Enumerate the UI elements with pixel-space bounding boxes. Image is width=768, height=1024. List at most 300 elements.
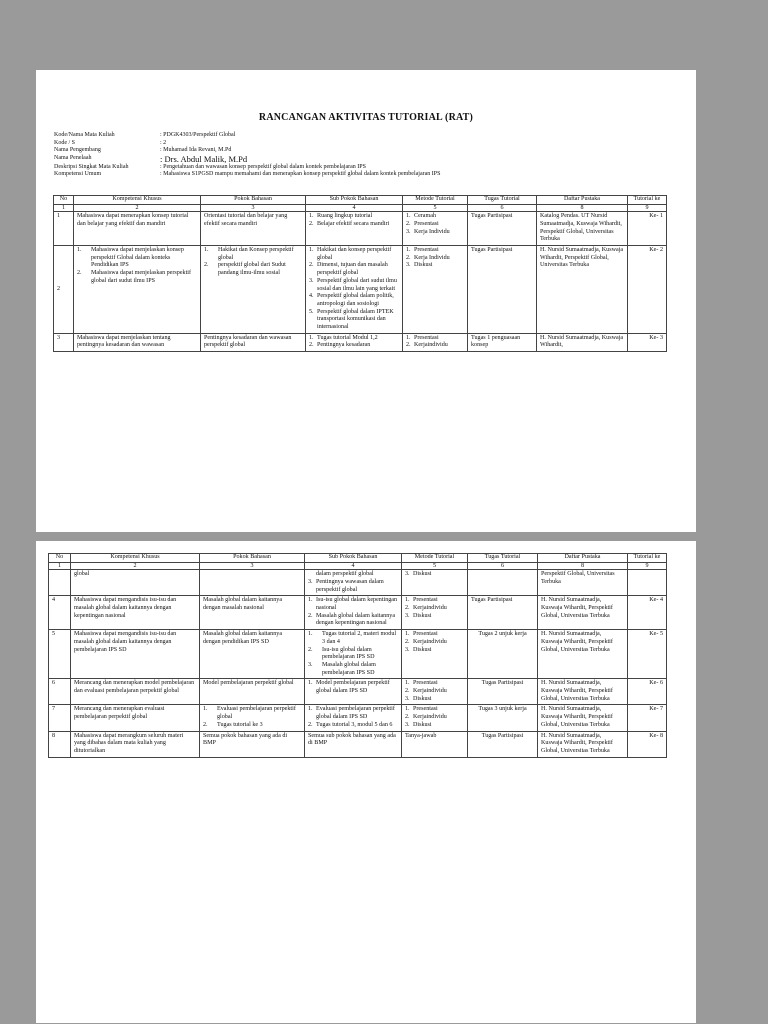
item-number: 1. <box>405 680 410 687</box>
item-number: 3. <box>405 695 410 702</box>
item-text: Mahasiswa dapat menjelaskan konsep perspektif Global dalam konteks Pendidikan IPS <box>91 247 184 269</box>
header-cell: Tugas Tutorial <box>468 196 537 205</box>
item-number: 3. <box>405 612 410 619</box>
item-number: 1. <box>308 631 313 638</box>
header-cell: Sub Pokok Bahasan <box>306 196 403 205</box>
cell-kompetensi: Mahasiswa dapat menjelaskan tentang pentingnya kesadaran dan wawasan <box>74 333 201 351</box>
table-row <box>54 333 667 351</box>
table-row-continued <box>49 570 667 596</box>
cell-ke: Ke- 2 <box>628 246 667 334</box>
item-text: Masalah global dalam pembelajaran IPS SD <box>322 661 376 676</box>
cell-metode <box>402 679 468 705</box>
item-number: 2. <box>77 270 82 277</box>
meta-value: : PDGK4303/Perspektif Global <box>160 132 236 138</box>
column-number: 4 <box>305 562 402 570</box>
meta-value: : Drs. Abdul Malik, M.Pd <box>160 153 248 164</box>
cell-pokok: Masalah global dalam kaitannya dengan pendidikan IPS SD <box>200 630 305 679</box>
list-item <box>308 613 398 628</box>
item-number: 1. <box>405 706 410 713</box>
table-row <box>49 630 667 679</box>
list-item <box>405 688 464 696</box>
list-item <box>405 647 464 655</box>
item-text: Pentingnya wawasan dalam perspektif global <box>316 578 384 593</box>
item-number: 2. <box>308 612 313 619</box>
meta-row <box>54 171 440 179</box>
header-cell: Kompetensi Khusus <box>71 554 200 563</box>
item-text: Presentasi <box>414 247 439 254</box>
cell-ke: Ke- 6 <box>628 679 667 705</box>
header-cell: Tutorial ke <box>628 196 667 205</box>
document-title: RANCANGAN AKTIVITAS TUTORIAL (RAT) <box>258 112 474 123</box>
item-text: Tugas tutorial Modul 1,2 <box>317 334 378 341</box>
cell-sub <box>305 596 402 630</box>
meta-label: Deskripsi Singkat Mata Kuliah <box>54 163 129 170</box>
item-text: Ceramah <box>414 213 436 220</box>
list-item <box>309 293 399 308</box>
meta-value: : Pengetahuan dan wawasan konsep perspektif global dalam kontek pembelajaran IPS <box>160 163 366 170</box>
cell-list <box>204 247 302 278</box>
column-number: 4 <box>306 204 403 212</box>
cell-pokok <box>201 246 306 334</box>
item-number: 2. <box>405 638 410 645</box>
list-item <box>405 706 464 714</box>
cell-pokok: Semua pokok bahasan yang ada di BMP <box>200 731 305 757</box>
item-text: Presentasi <box>414 220 439 227</box>
cell-sub <box>305 679 402 705</box>
item-text: Dimensi, tujuan dan masalah perspektif global <box>317 262 388 277</box>
column-number: 6 <box>468 562 538 570</box>
cell-list <box>405 680 464 703</box>
list-item <box>308 662 398 677</box>
cell-list <box>309 335 399 350</box>
item-text: Perspektif global dari sudut ilmu sosial dan ilmu lain yang terkait <box>317 277 397 292</box>
cell-kompetensi: Merancang dan menerapkan evaluasi pembelajaran perpektif global <box>71 705 200 731</box>
list-item <box>308 706 398 721</box>
cell-kompetensi: Mahasiswa dapat menerapkan konsep tutorial dan belajar yang efektif dan mandiri <box>74 212 201 246</box>
meta-value: : 2 <box>160 139 167 146</box>
cell-tugas: Tugas Partisipasi <box>468 679 538 705</box>
list-item <box>77 247 197 270</box>
table-row <box>54 212 667 246</box>
cell-tugas: Tugas 1 penguasaan konsep <box>468 333 537 351</box>
course-info <box>54 132 440 179</box>
item-text: Perspektif global dalam IPTEK transportasi komunikasi dan internasional <box>317 308 394 331</box>
rat-table <box>48 553 667 758</box>
header-cell: Daftar Pustaka <box>537 196 628 205</box>
column-number: 1 <box>49 562 71 570</box>
list-item <box>406 229 464 237</box>
item-text: Hakikat dan konsep perspektif global <box>317 247 392 261</box>
item-text: Diskusi <box>414 262 433 269</box>
cell-no: 6 <box>49 679 71 705</box>
list-item <box>308 647 398 662</box>
cell-pokok: Model pembelajaran perpektif global <box>200 679 305 705</box>
cell-sub <box>305 705 402 731</box>
item-number: 2. <box>406 254 411 261</box>
item-number: 1. <box>405 631 410 638</box>
metode-list <box>405 571 464 579</box>
column-number: 5 <box>403 204 468 212</box>
item-number <box>308 571 316 579</box>
cell-no: 8 <box>49 731 71 757</box>
list-item <box>406 255 464 263</box>
sub-list <box>308 571 398 594</box>
cell-list <box>77 247 197 286</box>
item-number: 1. <box>203 706 208 713</box>
list-item <box>406 262 464 270</box>
meta-label: Kode/Nama Mata Kuliah <box>54 132 115 138</box>
list-item <box>308 579 398 594</box>
table-row <box>49 596 667 630</box>
item-text: Tugas tutorial 2, materi modul 3 dan 4 <box>322 631 397 645</box>
meta-row <box>54 140 440 148</box>
list-item <box>309 213 399 221</box>
document-page-1 <box>36 70 696 532</box>
cell-tugas: Tugas 3 unjuk kerja <box>468 705 538 731</box>
item-number: 3. <box>309 277 314 284</box>
item-text: Presentasi <box>413 680 438 687</box>
item-text: Ruang lingkup tutorial <box>317 213 373 220</box>
column-number: 3 <box>200 562 305 570</box>
cell-list <box>309 247 399 332</box>
list-item <box>308 680 398 695</box>
rat-table <box>53 195 667 352</box>
cell-metode <box>402 570 468 596</box>
item-text: Kerjaindividu <box>413 605 447 612</box>
column-number: 8 <box>537 204 628 212</box>
item-number: 3. <box>406 228 411 235</box>
list-item <box>405 714 464 722</box>
table-body <box>49 596 667 757</box>
cell-kompetensi: global <box>71 570 200 596</box>
header-cell: Sub Pokok Bahasan <box>305 554 402 563</box>
list-item <box>405 722 464 730</box>
item-number: 1. <box>308 597 313 604</box>
cell-tugas: Tugas Partisipasi <box>468 596 538 630</box>
header-cell: Pokok Bahasan <box>200 554 305 563</box>
item-text: Isu-isu global dalam pembelajaran IPS SD <box>322 646 375 661</box>
header-cell: Metode Tutorial <box>403 196 468 205</box>
cell-pustaka: H. Nursid Sumaatmadja, Kuswaja Wihardit, <box>537 333 628 351</box>
item-text: Tugas tutorial 3, modul 5 dan 6 <box>316 721 393 728</box>
list-item <box>405 639 464 647</box>
item-text: Presentasi <box>413 706 438 713</box>
item-number: 3. <box>308 661 313 668</box>
cell-metode <box>403 212 468 246</box>
meta-label: Kompetensi Umum <box>54 171 102 177</box>
item-text: Diskusi <box>413 695 432 702</box>
cell-list <box>309 213 399 228</box>
cell-sub: Semua sub pokok bahasan yang ada di BMP <box>305 731 402 757</box>
table-header-row <box>49 554 667 563</box>
meta-value: : Muhamad Ida Revani, M.Pd <box>160 147 232 153</box>
item-text: Kerja Individu <box>414 254 450 261</box>
column-number: 1 <box>54 204 74 212</box>
cell-kompetensi: Mahasiswa dapat mengandisis isu-isu dan masalah global dalam kaitannya dengan pembelajaran IPS SD <box>71 630 200 679</box>
meta-row <box>54 147 440 155</box>
list-item <box>405 680 464 688</box>
cell-list <box>308 631 398 677</box>
item-text: Hakikat dan Konsep perspektif global <box>218 247 294 261</box>
cell-ke: Ke- 5 <box>628 630 667 679</box>
list-item <box>203 706 301 721</box>
list-item <box>308 722 398 730</box>
list-item <box>308 631 398 646</box>
column-number: 9 <box>628 204 667 212</box>
table-number-row <box>49 562 667 570</box>
table-row <box>49 705 667 731</box>
list-item <box>309 247 399 262</box>
cell-metode <box>402 630 468 679</box>
cell-pokok <box>200 705 305 731</box>
cell-sub <box>306 246 403 334</box>
cell-metode <box>402 705 468 731</box>
item-number: 1. <box>309 334 314 341</box>
list-item <box>406 342 464 350</box>
document-page-2 <box>36 541 696 1023</box>
list-item <box>309 309 399 332</box>
item-number: 3. <box>405 646 410 653</box>
item-number: 1. <box>309 213 314 220</box>
cell-list <box>203 706 301 729</box>
column-number: 5 <box>402 562 468 570</box>
cell-no: 3 <box>54 333 74 351</box>
item-number: 2. <box>405 688 410 695</box>
column-number: 2 <box>71 562 200 570</box>
cell-metode <box>403 246 468 334</box>
meta-value: : Mahasiswa S1PGSD mampu memahami dan menerapkan konsep perspektif global dalam kontek pembelajaran IPS <box>160 171 441 177</box>
cell-pustaka: Katalog Pendas. UT Nursid Sumaatmadja, Kuswaja Wihardit, Perspektif Global, Universitas Terbuka <box>537 212 628 246</box>
item-number: 2. <box>308 646 313 653</box>
list-item <box>204 247 302 262</box>
cell-pustaka: Perspektif Global, Universitas Terbuka <box>538 570 628 596</box>
meta-row <box>54 132 440 140</box>
list-item <box>309 278 399 293</box>
item-text: Tugas tutorial ke 3 <box>217 721 263 728</box>
list-item <box>405 613 464 621</box>
item-text: Evaluasi pembelajaran perpektif global <box>217 706 296 721</box>
column-number: 3 <box>201 204 306 212</box>
item-text: Diskusi <box>413 646 432 653</box>
cell-sub <box>305 570 402 596</box>
cell-ke: Ke- 7 <box>628 705 667 731</box>
item-text: Kerjaindividu <box>414 342 448 349</box>
table-row <box>49 731 667 757</box>
item-text: Perspektif global dalam politik, antropologi dan sosiologi <box>317 293 394 307</box>
header-cell: Pokok Bahasan <box>201 196 306 205</box>
item-number: 1. <box>77 247 82 254</box>
header-cell: Daftar Pustaka <box>538 554 628 563</box>
cell-kompetensi <box>74 246 201 334</box>
item-text: Kerja Individu <box>414 228 450 235</box>
table-body <box>54 212 667 352</box>
cell-sub <box>306 333 403 351</box>
item-number: 2. <box>309 220 314 227</box>
cell-list <box>405 631 464 654</box>
table-row <box>54 246 667 334</box>
cell-ke <box>628 570 667 596</box>
item-text: Evaluasi pembelajaran perpektif global dalam IPS SD <box>316 706 395 721</box>
cell-list <box>308 597 398 628</box>
cell-ke: Ke- 4 <box>628 596 667 630</box>
list-item <box>309 262 399 277</box>
item-text: Presentasi <box>414 334 439 341</box>
item-number: 1. <box>309 247 314 254</box>
item-text: Diskusi <box>413 612 432 619</box>
cell-kompetensi: Mahasiswa dapat mengandisis isu-isu dan masalah global dalam kaitannya dengan kepentingan nasional <box>71 596 200 630</box>
header-cell: Tutorial ke <box>628 554 667 563</box>
header-cell: No <box>54 196 74 205</box>
cell-ke: Ke- 1 <box>628 212 667 246</box>
item-number: 2. <box>203 721 208 728</box>
item-text: Mahasiswa dapat menjelaskan perspektif global dari sudut ilmu IPS <box>91 270 192 284</box>
item-text: Presentasi <box>413 631 438 638</box>
cell-metode <box>403 333 468 351</box>
cell-list <box>405 597 464 620</box>
column-number: 9 <box>628 562 667 570</box>
cell-pustaka: H. Nursid Sumaatmadja, Kuswaja Wihardit, Perspektif Global, Universitas Terbuka <box>538 731 628 757</box>
cell-sub <box>306 212 403 246</box>
list-item <box>203 722 301 730</box>
list-item <box>406 213 464 221</box>
list-item <box>405 597 464 605</box>
list-item <box>405 605 464 613</box>
list-item <box>309 342 399 350</box>
cell-metode <box>402 596 468 630</box>
list-item <box>406 335 464 343</box>
cell-list <box>406 213 464 236</box>
item-number: 1. <box>406 213 411 220</box>
meta-row <box>54 164 440 172</box>
meta-row <box>54 155 440 164</box>
table-row <box>49 679 667 705</box>
item-number: 4. <box>309 293 314 300</box>
table-header-row <box>54 196 667 205</box>
item-text: dalam perspektif global <box>316 571 374 578</box>
list-item <box>308 571 398 579</box>
item-text: Masalah global dalam kaitannya dengan kepentingan nasional <box>316 612 396 627</box>
cell-tugas <box>468 570 538 596</box>
item-number: 3. <box>405 721 410 728</box>
item-number: 2. <box>405 714 410 721</box>
cell-tugas: Tugas 2 unjuk kerja <box>468 630 538 679</box>
item-number: 1. <box>308 706 313 713</box>
item-text: Kerjaindividu <box>413 638 447 645</box>
item-number: 5. <box>309 308 314 315</box>
list-item <box>308 597 398 612</box>
item-text: Presentasi <box>413 597 438 604</box>
item-text: Diskusi <box>413 721 432 728</box>
item-text: Diskusi <box>413 571 432 578</box>
cell-metode: Tanya-jawab <box>402 731 468 757</box>
item-text: Belajar efektif secara mandiri <box>317 220 390 227</box>
cell-tugas: Tugas Partisipasi <box>468 246 537 334</box>
list-item <box>309 221 399 229</box>
cell-pustaka: H. Nursid Sumaatmadja, Kuswaja Wihardit, Perspektif Global, Universitas Terbuka <box>538 679 628 705</box>
list-item <box>405 696 464 704</box>
item-number: 2. <box>309 262 314 269</box>
cell-list <box>406 247 464 270</box>
item-number: 1. <box>308 680 313 687</box>
meta-label: Nama Pengembang <box>54 147 101 153</box>
item-number: 3. <box>406 262 411 269</box>
column-number: 6 <box>468 204 537 212</box>
cell-ke: Ke- 3 <box>628 333 667 351</box>
cell-tugas: Tugas Partisipasi <box>468 212 537 246</box>
item-number: 3. <box>308 578 313 585</box>
cell-pokok: Masalah global dalam kaitannya dengan masalah nasional <box>200 596 305 630</box>
cell-pokok <box>200 570 305 596</box>
column-number: 2 <box>74 204 201 212</box>
item-text: Kerjaindividu <box>413 688 447 695</box>
list-item <box>406 247 464 255</box>
cell-no <box>49 570 71 596</box>
item-text: perspektif global dari Sudut pandang ilmu-ilmu sosial <box>218 262 286 277</box>
item-number: 2. <box>309 342 314 349</box>
cell-list <box>405 706 464 729</box>
item-number: 2. <box>406 220 411 227</box>
item-number: 2. <box>405 605 410 612</box>
cell-ke: Ke- 8 <box>628 731 667 757</box>
cell-no: 7 <box>49 705 71 731</box>
cell-no: 5 <box>49 630 71 679</box>
list-item <box>204 262 302 277</box>
item-number: 3. <box>405 571 410 578</box>
cell-no: 1 <box>54 212 74 246</box>
cell-list <box>308 706 398 729</box>
item-number: 1. <box>406 247 411 254</box>
cell-kompetensi: Mahasiswa dapat merangkum seluruh materi yang dibahas dalam mata kuliah yang ditutorialkan <box>71 731 200 757</box>
cell-pustaka: H. Nursid Sumaatmadja, Kuswaja Wihardit, Perspektif Global, Universitas Terbuka <box>537 246 628 334</box>
cell-sub <box>305 630 402 679</box>
cell-pokok: Pentingnya kesadaran dan wawasan perspektif global <box>201 333 306 351</box>
item-text: Kerjaindividu <box>413 714 447 721</box>
header-cell: Kompetensi Khusus <box>74 196 201 205</box>
list-item <box>405 571 464 579</box>
meta-label: Nama Penelaah <box>54 154 92 161</box>
cell-tugas: Tugas Partisipasi <box>468 731 538 757</box>
header-cell: No <box>49 554 71 563</box>
item-number: 1. <box>406 334 411 341</box>
header-cell: Metode Tutorial <box>402 554 468 563</box>
list-item <box>77 270 197 285</box>
item-number: 1. <box>405 597 410 604</box>
item-number: 1. <box>204 247 209 254</box>
cell-kompetensi: Merancang dan menerapkan model pembelajaran dan evaluasi pembelajaran perpektif global <box>71 679 200 705</box>
item-number: 2. <box>308 721 313 728</box>
header-cell: Tugas Tutorial <box>468 554 538 563</box>
cell-no: 4 <box>49 596 71 630</box>
cell-pustaka: H. Nursid Sumaatmadja, Kuswaja Wihardit, Perspektif Global, Universitas Terbuka <box>538 705 628 731</box>
item-text: Model pembelajaran perpektif global dalam IPS SD <box>316 680 390 695</box>
item-text: Isu-isu global dalam kepentingan nasional <box>316 597 398 612</box>
cell-pustaka: H. Nursid Sumaatmadja, Kuswaja Wihardit, Perspektif Global, Universitas Terbuka <box>538 596 628 630</box>
cell-list <box>308 680 398 695</box>
column-number: 8 <box>538 562 628 570</box>
list-item <box>406 221 464 229</box>
cell-pustaka: H. Nursid Sumaatmadja, Kuswaja Wihardit, Perspektif Global, Universitas Terbuka <box>538 630 628 679</box>
cell-no: 2 <box>54 246 74 334</box>
cell-list <box>406 335 464 350</box>
item-text: Pentingnya kesadaran <box>317 342 371 349</box>
table-number-row <box>54 204 667 212</box>
list-item <box>405 631 464 639</box>
item-number: 2. <box>406 342 411 349</box>
cell-pokok: Orientasi tutorial dan belajar yang efektif secara mandiri <box>201 212 306 246</box>
meta-label: Kode / S <box>54 139 75 146</box>
item-number: 2. <box>204 262 209 269</box>
list-item <box>309 335 399 343</box>
